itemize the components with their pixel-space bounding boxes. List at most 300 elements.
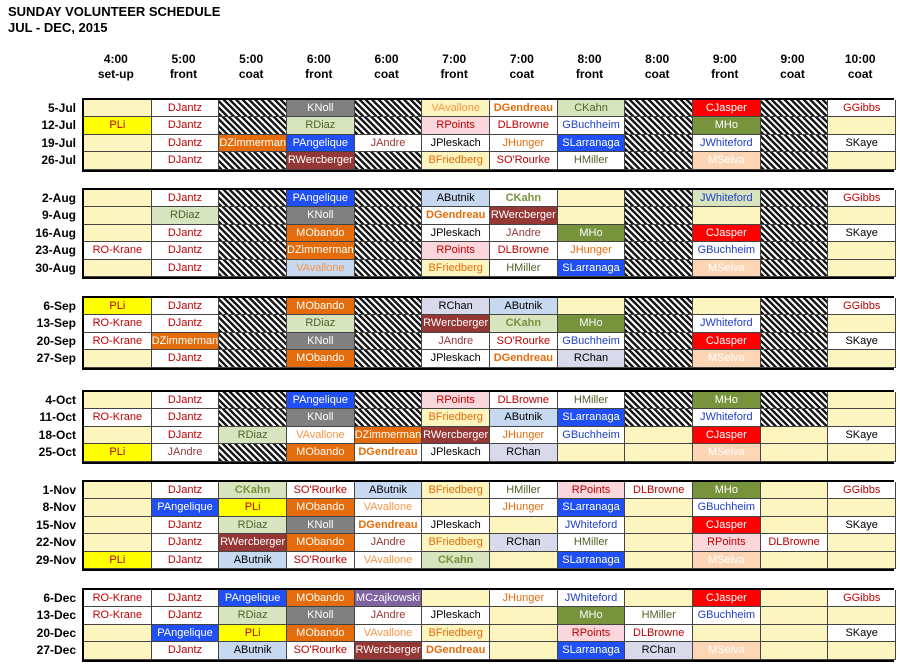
volunteer-cell: DGendreau bbox=[355, 444, 423, 461]
unavailable-cell bbox=[219, 333, 287, 350]
volunteer-cell: DJantz bbox=[152, 534, 220, 551]
volunteer-cell: SLarranaga bbox=[558, 135, 626, 152]
volunteer-cell: PAngelique bbox=[152, 499, 220, 516]
empty-cell bbox=[761, 642, 829, 659]
volunteer-cell: RWercberger bbox=[287, 152, 355, 169]
volunteer-cell: CKahn bbox=[558, 100, 626, 117]
date-label: 29-Nov bbox=[35, 552, 76, 567]
volunteer-cell: DLBrowne bbox=[761, 534, 829, 551]
volunteer-cell: RChan bbox=[558, 350, 626, 367]
column-header bbox=[623, 52, 691, 82]
volunteer-cell: DJantz bbox=[152, 152, 220, 169]
volunteer-cell: MHo bbox=[558, 607, 626, 624]
volunteer-cell: RChan bbox=[490, 534, 558, 551]
volunteer-cell: JHunger bbox=[490, 427, 558, 444]
unavailable-cell bbox=[625, 152, 693, 169]
empty-cell bbox=[558, 190, 626, 207]
empty-cell bbox=[558, 444, 626, 461]
volunteer-cell: RPoints bbox=[558, 482, 626, 499]
empty-cell bbox=[761, 625, 829, 642]
empty-cell bbox=[84, 207, 152, 224]
unavailable-cell bbox=[219, 190, 287, 207]
volunteer-cell: DZimmerman bbox=[355, 427, 423, 444]
empty-cell bbox=[84, 135, 152, 152]
empty-cell bbox=[84, 100, 152, 117]
unavailable-cell bbox=[219, 444, 287, 461]
volunteer-cell: MObando bbox=[287, 350, 355, 367]
volunteer-cell: VAvallone bbox=[422, 100, 490, 117]
unavailable-cell bbox=[761, 242, 829, 259]
column-header-role: coat bbox=[374, 67, 399, 81]
month-block bbox=[82, 98, 894, 172]
unavailable-cell bbox=[355, 409, 423, 426]
column-header-time: 10:00 bbox=[844, 52, 876, 66]
unavailable-cell bbox=[219, 225, 287, 242]
empty-cell bbox=[693, 298, 761, 315]
date-label: 27-Sep bbox=[36, 351, 76, 366]
volunteer-cell: SLarranaga bbox=[558, 409, 626, 426]
volunteer-cell: PLi bbox=[84, 298, 152, 315]
column-header-role: front bbox=[711, 67, 739, 81]
column-header-role: front bbox=[169, 67, 198, 81]
column-header-role: coat bbox=[780, 67, 805, 81]
unavailable-cell bbox=[761, 135, 829, 152]
volunteer-cell: HMiller bbox=[625, 607, 693, 624]
volunteer-cell: JHunger bbox=[490, 135, 558, 152]
unavailable-cell bbox=[355, 392, 423, 409]
empty-cell bbox=[558, 298, 626, 315]
unavailable-cell bbox=[625, 100, 693, 117]
date-label: 15-Nov bbox=[35, 517, 76, 532]
column-header-time: 4:00 bbox=[103, 52, 128, 66]
date-label: 13-Sep bbox=[36, 316, 76, 331]
unavailable-cell bbox=[761, 350, 829, 367]
column-header bbox=[759, 52, 827, 82]
volunteer-cell: GBuchheim bbox=[693, 607, 761, 624]
unavailable-cell bbox=[355, 242, 423, 259]
volunteer-cell: HMiller bbox=[490, 482, 558, 499]
date-label: 20-Dec bbox=[36, 625, 76, 640]
date-label: 6-Sep bbox=[43, 299, 76, 313]
column-header bbox=[150, 52, 218, 82]
column-header bbox=[556, 52, 624, 82]
volunteer-cell: SLarranaga bbox=[558, 499, 626, 516]
unavailable-cell bbox=[761, 117, 829, 134]
unavailable-cell bbox=[761, 298, 829, 315]
empty-cell bbox=[84, 517, 152, 534]
volunteer-cell: JPleskach bbox=[422, 444, 490, 461]
unavailable-cell bbox=[355, 225, 423, 242]
unavailable-cell bbox=[219, 298, 287, 315]
volunteer-cell: JWhiteford bbox=[558, 517, 626, 534]
column-header bbox=[691, 52, 759, 82]
volunteer-cell: DJantz bbox=[152, 590, 220, 607]
volunteer-cell: RPoints bbox=[693, 534, 761, 551]
date-label: 19-Jul bbox=[41, 135, 76, 150]
unavailable-cell bbox=[219, 315, 287, 332]
column-header-time: 5:00 bbox=[171, 52, 196, 66]
unavailable-cell bbox=[219, 392, 287, 409]
volunteer-cell: PLi bbox=[84, 552, 152, 569]
volunteer-cell: DJantz bbox=[152, 225, 220, 242]
empty-cell bbox=[828, 392, 896, 409]
volunteer-cell: DLBrowne bbox=[490, 117, 558, 134]
volunteer-cell: JWhiteford bbox=[558, 590, 626, 607]
volunteer-cell: JAndre bbox=[422, 333, 490, 350]
empty-cell bbox=[693, 625, 761, 642]
volunteer-cell: RPoints bbox=[422, 392, 490, 409]
volunteer-cell: RDiaz bbox=[287, 117, 355, 134]
volunteer-cell: DZimmerman bbox=[219, 135, 287, 152]
empty-cell bbox=[828, 444, 896, 461]
volunteer-cell: PAngelique bbox=[287, 190, 355, 207]
empty-cell bbox=[625, 517, 693, 534]
volunteer-cell: MSelva bbox=[693, 152, 761, 169]
volunteer-cell: JWhiteford bbox=[693, 135, 761, 152]
date-label: 27-Dec bbox=[36, 643, 76, 658]
empty-cell bbox=[84, 499, 152, 516]
empty-cell bbox=[625, 534, 693, 551]
title-line-1: SUNDAY VOLUNTEER SCHEDULE bbox=[8, 4, 221, 19]
volunteer-cell: MCzajkowski bbox=[355, 590, 423, 607]
volunteer-cell: MHo bbox=[693, 482, 761, 499]
unavailable-cell bbox=[625, 225, 693, 242]
volunteer-cell: PAngelique bbox=[219, 590, 287, 607]
volunteer-cell: RWercberger bbox=[422, 427, 490, 444]
column-header bbox=[353, 52, 421, 82]
volunteer-cell: BFriedberg bbox=[422, 625, 490, 642]
volunteer-cell: MObando bbox=[287, 590, 355, 607]
column-header-role: coat bbox=[644, 67, 670, 81]
volunteer-cell: VAvallone bbox=[287, 260, 355, 277]
unavailable-cell bbox=[625, 298, 693, 315]
empty-cell bbox=[828, 350, 896, 367]
volunteer-cell: RPoints bbox=[558, 625, 626, 642]
volunteer-cell: CJasper bbox=[693, 590, 761, 607]
unavailable-cell bbox=[625, 190, 693, 207]
volunteer-cell: DJantz bbox=[152, 642, 220, 659]
unavailable-cell bbox=[355, 190, 423, 207]
date-label: 2-Aug bbox=[42, 191, 76, 205]
volunteer-cell: RO-Krane bbox=[84, 315, 152, 332]
volunteer-cell: DZimmerman bbox=[287, 242, 355, 259]
column-header bbox=[420, 52, 488, 82]
volunteer-cell: JPleskach bbox=[422, 225, 490, 242]
volunteer-cell: MObando bbox=[287, 534, 355, 551]
volunteer-cell: DGendreau bbox=[490, 350, 558, 367]
date-label: 26-Jul bbox=[41, 153, 76, 168]
volunteer-cell: RPoints bbox=[422, 117, 490, 134]
unavailable-cell bbox=[355, 298, 423, 315]
volunteer-cell: PLi bbox=[84, 444, 152, 461]
volunteer-cell: JAndre bbox=[355, 534, 423, 551]
volunteer-cell: DJantz bbox=[152, 517, 220, 534]
month-block bbox=[82, 480, 894, 571]
volunteer-cell: KNoll bbox=[287, 207, 355, 224]
volunteer-cell: JPleskach bbox=[422, 607, 490, 624]
column-header-time: 9:00 bbox=[780, 52, 805, 66]
date-label: 12-Jul bbox=[41, 118, 76, 133]
column-header-time: 5:00 bbox=[239, 52, 264, 66]
empty-cell bbox=[84, 152, 152, 169]
date-label: 5-Jul bbox=[47, 101, 76, 115]
column-header-role: front bbox=[305, 67, 333, 81]
volunteer-cell: VAvallone bbox=[355, 499, 423, 516]
empty-cell bbox=[84, 392, 152, 409]
unavailable-cell bbox=[625, 315, 693, 332]
unavailable-cell bbox=[219, 207, 287, 224]
volunteer-cell: GGibbs bbox=[828, 100, 896, 117]
empty-cell bbox=[422, 590, 490, 607]
empty-cell bbox=[828, 409, 896, 426]
volunteer-cell: JPleskach bbox=[422, 517, 490, 534]
volunteer-cell: SKaye bbox=[828, 225, 896, 242]
volunteer-cell: RO-Krane bbox=[84, 590, 152, 607]
empty-cell bbox=[558, 207, 626, 224]
volunteer-cell: DJantz bbox=[152, 117, 220, 134]
volunteer-cell: MObando bbox=[287, 444, 355, 461]
volunteer-cell: GGibbs bbox=[828, 298, 896, 315]
volunteer-cell: MSelva bbox=[693, 444, 761, 461]
volunteer-cell: HMiller bbox=[558, 152, 626, 169]
unavailable-cell bbox=[625, 117, 693, 134]
empty-cell bbox=[84, 482, 152, 499]
empty-cell bbox=[490, 625, 558, 642]
date-label: 22-Nov bbox=[35, 535, 76, 550]
volunteer-cell: DJantz bbox=[152, 552, 220, 569]
empty-cell bbox=[625, 590, 693, 607]
volunteer-cell: DLBrowne bbox=[625, 482, 693, 499]
date-label: 4-Oct bbox=[45, 393, 76, 407]
unavailable-cell bbox=[625, 242, 693, 259]
column-header-time: 7:00 bbox=[442, 52, 467, 66]
volunteer-cell: DJantz bbox=[152, 242, 220, 259]
volunteer-cell: RO-Krane bbox=[84, 333, 152, 350]
volunteer-cell: JPleskach bbox=[422, 350, 490, 367]
volunteer-cell: GBuchheim bbox=[558, 117, 626, 134]
volunteer-cell: DJantz bbox=[152, 350, 220, 367]
unavailable-cell bbox=[625, 135, 693, 152]
volunteer-cell: CKahn bbox=[219, 482, 287, 499]
month-block bbox=[82, 588, 894, 662]
volunteer-cell: MObando bbox=[287, 298, 355, 315]
unavailable-cell bbox=[761, 207, 829, 224]
volunteer-cell: JAndre bbox=[355, 607, 423, 624]
volunteer-cell: MObando bbox=[287, 225, 355, 242]
volunteer-cell: AButnik bbox=[355, 482, 423, 499]
volunteer-cell: SO'Rourke bbox=[490, 152, 558, 169]
volunteer-cell: VAvallone bbox=[355, 625, 423, 642]
empty-cell bbox=[490, 552, 558, 569]
unavailable-cell bbox=[625, 350, 693, 367]
unavailable-cell bbox=[219, 409, 287, 426]
unavailable-cell bbox=[761, 190, 829, 207]
volunteer-cell: GBuchheim bbox=[558, 333, 626, 350]
date-label: 8-Nov bbox=[42, 500, 76, 515]
unavailable-cell bbox=[355, 152, 423, 169]
empty-cell bbox=[761, 427, 829, 444]
empty-cell bbox=[625, 552, 693, 569]
date-label: 11-Oct bbox=[39, 410, 76, 425]
volunteer-cell: RDiaz bbox=[219, 607, 287, 624]
volunteer-cell: MHo bbox=[558, 315, 626, 332]
volunteer-cell: KNoll bbox=[287, 517, 355, 534]
volunteer-cell: SO'Rourke bbox=[490, 333, 558, 350]
empty-cell bbox=[761, 444, 829, 461]
volunteer-cell: PLi bbox=[84, 117, 152, 134]
volunteer-cell: RChan bbox=[422, 298, 490, 315]
empty-cell bbox=[828, 152, 896, 169]
empty-cell bbox=[828, 552, 896, 569]
empty-cell bbox=[84, 350, 152, 367]
volunteer-cell: DJantz bbox=[152, 427, 220, 444]
empty-cell bbox=[761, 590, 829, 607]
empty-cell bbox=[828, 499, 896, 516]
volunteer-cell: PLi bbox=[219, 499, 287, 516]
unavailable-cell bbox=[761, 333, 829, 350]
date-label: 18-Oct bbox=[38, 427, 76, 442]
volunteer-cell: SO'Rourke bbox=[287, 552, 355, 569]
date-label: 6-Dec bbox=[43, 591, 76, 605]
date-label: 9-Aug bbox=[42, 208, 76, 223]
volunteer-cell: SKaye bbox=[828, 427, 896, 444]
column-header-role: coat bbox=[238, 67, 264, 81]
volunteer-cell: DJantz bbox=[152, 409, 220, 426]
volunteer-cell: DLBrowne bbox=[490, 242, 558, 259]
volunteer-cell: CJasper bbox=[693, 225, 761, 242]
volunteer-cell: GGibbs bbox=[828, 590, 896, 607]
volunteer-cell: DZimmerman bbox=[152, 333, 220, 350]
volunteer-cell: MSelva bbox=[693, 552, 761, 569]
volunteer-cell: DJantz bbox=[152, 135, 220, 152]
column-header-time: 9:00 bbox=[712, 52, 737, 66]
volunteer-cell: AButnik bbox=[490, 298, 558, 315]
volunteer-cell: DJantz bbox=[152, 482, 220, 499]
date-label: 30-Aug bbox=[35, 260, 76, 275]
volunteer-cell: MObando bbox=[287, 499, 355, 516]
volunteer-cell: MHo bbox=[693, 392, 761, 409]
column-header bbox=[217, 52, 285, 82]
column-header-role: set-up bbox=[97, 67, 134, 81]
volunteer-cell: RDiaz bbox=[219, 517, 287, 534]
volunteer-cell: RPoints bbox=[422, 242, 490, 259]
empty-cell bbox=[625, 427, 693, 444]
volunteer-cell: AButnik bbox=[219, 642, 287, 659]
volunteer-cell: JAndre bbox=[355, 135, 423, 152]
volunteer-cell: SKaye bbox=[828, 135, 896, 152]
unavailable-cell bbox=[355, 260, 423, 277]
unavailable-cell bbox=[219, 242, 287, 259]
date-label: 16-Aug bbox=[35, 225, 76, 240]
volunteer-cell: JWhiteford bbox=[693, 315, 761, 332]
volunteer-cell: RDiaz bbox=[219, 427, 287, 444]
volunteer-cell: GGibbs bbox=[828, 482, 896, 499]
volunteer-cell: RWercberger bbox=[490, 207, 558, 224]
unavailable-cell bbox=[355, 207, 423, 224]
unavailable-cell bbox=[625, 333, 693, 350]
volunteer-cell: DLBrowne bbox=[625, 625, 693, 642]
column-header bbox=[285, 52, 353, 82]
volunteer-cell: CJasper bbox=[693, 427, 761, 444]
volunteer-cell: CJasper bbox=[693, 517, 761, 534]
column-header-role: front bbox=[440, 67, 468, 81]
unavailable-cell bbox=[625, 392, 693, 409]
volunteer-cell: BFriedberg bbox=[422, 409, 490, 426]
volunteer-cell: JHunger bbox=[490, 590, 558, 607]
empty-cell bbox=[490, 517, 558, 534]
column-header-role: coat bbox=[847, 67, 873, 81]
unavailable-cell bbox=[625, 409, 693, 426]
column-header bbox=[82, 52, 150, 82]
volunteer-cell: GBuchheim bbox=[558, 427, 626, 444]
empty-cell bbox=[625, 499, 693, 516]
empty-cell bbox=[625, 444, 693, 461]
column-header-time: 6:00 bbox=[306, 52, 331, 66]
volunteer-cell: SKaye bbox=[828, 517, 896, 534]
column-header-time: 6:00 bbox=[374, 52, 399, 66]
volunteer-cell: SO'Rourke bbox=[287, 482, 355, 499]
volunteer-cell: HMiller bbox=[558, 534, 626, 551]
volunteer-cell: RWercberger bbox=[422, 315, 490, 332]
volunteer-cell: DJantz bbox=[152, 190, 220, 207]
volunteer-cell: PAngelique bbox=[152, 625, 220, 642]
volunteer-cell: DGendreau bbox=[422, 642, 490, 659]
volunteer-cell: RWercberger bbox=[355, 642, 423, 659]
column-header-time: 7:00 bbox=[509, 52, 534, 66]
volunteer-cell: MSelva bbox=[693, 260, 761, 277]
date-label: 13-Dec bbox=[36, 608, 76, 623]
column-header bbox=[826, 52, 894, 82]
empty-cell bbox=[828, 642, 896, 659]
unavailable-cell bbox=[761, 225, 829, 242]
volunteer-cell: DJantz bbox=[152, 100, 220, 117]
unavailable-cell bbox=[219, 117, 287, 134]
unavailable-cell bbox=[355, 333, 423, 350]
empty-cell bbox=[84, 427, 152, 444]
volunteer-cell: PAngelique bbox=[287, 135, 355, 152]
column-header-role: front bbox=[575, 67, 604, 81]
column-header bbox=[488, 52, 556, 82]
empty-cell bbox=[828, 607, 896, 624]
empty-cell bbox=[761, 552, 829, 569]
volunteer-cell: RChan bbox=[625, 642, 693, 659]
unavailable-cell bbox=[355, 100, 423, 117]
empty-cell bbox=[84, 225, 152, 242]
volunteer-cell: GBuchheim bbox=[693, 499, 761, 516]
volunteer-cell: PLi bbox=[219, 625, 287, 642]
volunteer-cell: BFriedberg bbox=[422, 482, 490, 499]
month-block bbox=[82, 390, 894, 464]
volunteer-cell: KNoll bbox=[287, 607, 355, 624]
volunteer-cell: SLarranaga bbox=[558, 552, 626, 569]
unavailable-cell bbox=[355, 350, 423, 367]
unavailable-cell bbox=[219, 100, 287, 117]
empty-cell bbox=[828, 534, 896, 551]
empty-cell bbox=[828, 207, 896, 224]
unavailable-cell bbox=[761, 260, 829, 277]
empty-cell bbox=[84, 260, 152, 277]
volunteer-cell: RO-Krane bbox=[84, 409, 152, 426]
empty-cell bbox=[490, 642, 558, 659]
date-label: 20-Sep bbox=[36, 333, 76, 348]
volunteer-cell: SKaye bbox=[828, 625, 896, 642]
empty-cell bbox=[693, 207, 761, 224]
unavailable-cell bbox=[219, 350, 287, 367]
volunteer-cell: SO'Rourke bbox=[287, 642, 355, 659]
title-line-2: JUL - DEC, 2015 bbox=[8, 20, 108, 35]
schedule-title bbox=[8, 4, 220, 36]
unavailable-cell bbox=[625, 260, 693, 277]
